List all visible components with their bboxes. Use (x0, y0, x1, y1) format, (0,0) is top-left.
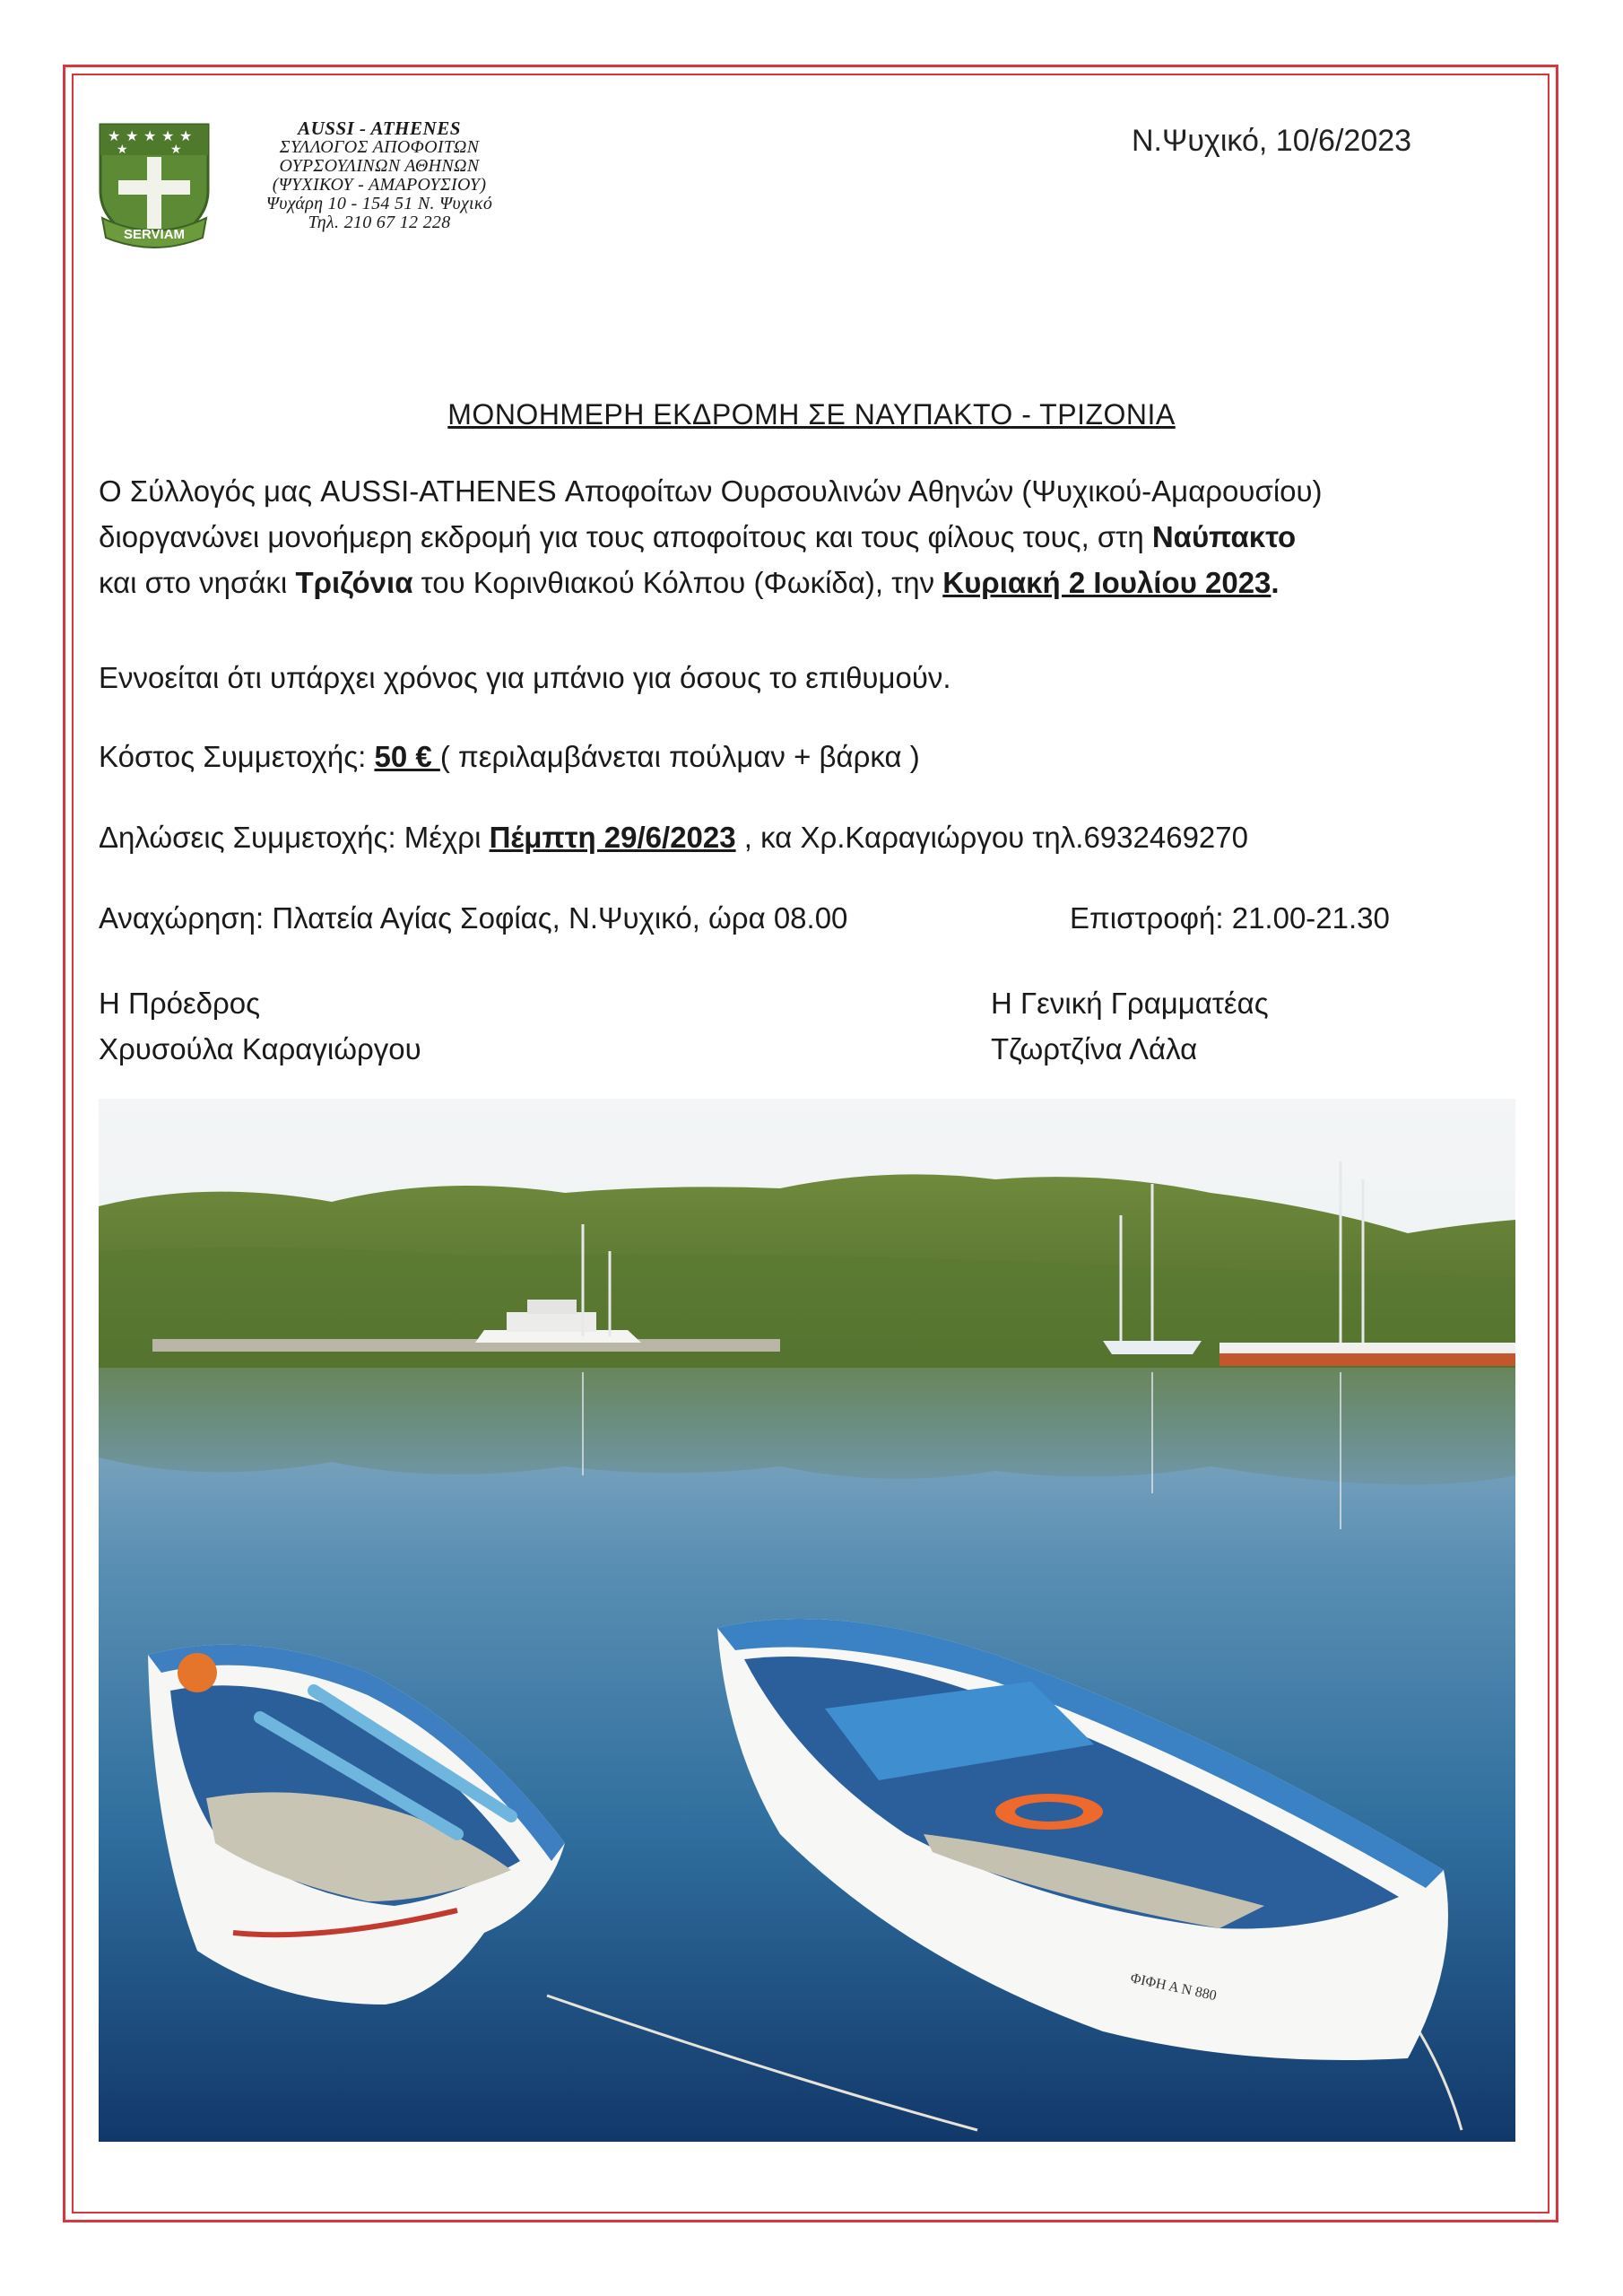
svg-text:★: ★ (161, 127, 175, 144)
secretary-role: Η Γενική Γραμματέας (991, 987, 1269, 1020)
page-title: ΜΟΝΟΗΜΕΡΗ ΕΚΔΡΟΜΗ ΣΕ ΝΑΥΠΑΚΤΟ - ΤΡΙΖΟΝΙΑ (447, 398, 1176, 430)
swim-note: Εννοείται ότι υπάρχει χρόνος για μπάνιο για όσους το επιθυμούν. (99, 661, 951, 694)
cost-label: Κόστος Συμμετοχής: (99, 740, 375, 773)
intro-line-3 (99, 560, 1533, 605)
cost-note: ( περιλαμβάνεται πούλμαν + βάρκα ) (439, 740, 920, 773)
registration-contact: , κα Χρ.Καραγιώργου τηλ.6932469270 (735, 821, 1248, 854)
registration-label: Δηλώσεις Συμμετοχής: Μέχρι (99, 821, 490, 854)
president-name: Χρυσούλα Καραγιώργου (99, 1032, 421, 1065)
departure-line (99, 901, 847, 935)
harbour-boats-photo (99, 1099, 1515, 2142)
intro-line-3-text: και στο νησάκι (99, 566, 296, 599)
svg-text:★: ★ (179, 127, 193, 144)
org-line-3: (ΨΥΧΙΚΟΥ - ΑΜΑΡΟΥΣΙΟΥ) (272, 175, 487, 195)
intro-period: . (1271, 566, 1280, 599)
boat-registration: ΦΙΦΗ Α Ν 880 (1129, 1970, 1219, 2005)
signature-president (99, 980, 421, 1072)
destination-nafpaktos: Ναύπακτο (1151, 520, 1297, 553)
intro-line-2-text: διοργανώνει μονοήμερη εκδρομή για τους αποφοίτους και τους φίλους τους, στη (99, 520, 1152, 553)
org-address-block (231, 119, 527, 232)
org-name: AUSSI - ATHENES (298, 117, 461, 139)
trip-date: Κυριακή 2 Ιουλίου 2023 (942, 566, 1271, 599)
intro-line-2 (99, 514, 1533, 560)
org-line-2: ΟΥΡΣΟΥΛΙΝΩΝ ΑΘΗΝΩΝ (279, 156, 480, 176)
org-phone: Τηλ. 210 67 12 228 (308, 213, 451, 232)
logo-motto: SERVIAM (123, 227, 186, 242)
return-text: Επιστροφή: 21.00-21.30 (1070, 901, 1390, 935)
svg-text:★: ★ (170, 143, 182, 157)
document-date: Ν.Ψυχικό, 10/6/2023 (1132, 124, 1412, 158)
signature-secretary (991, 980, 1269, 1072)
president-role: Η Πρόεδρος (99, 987, 261, 1020)
svg-text:★: ★ (143, 127, 157, 144)
cost-line (99, 740, 920, 774)
intro-line-3-mid: του Κορινθιακού Κόλπου (Φωκίδα), την (412, 566, 943, 599)
departure-text: Αναχώρηση: Πλατεία Αγίας Σοφίας, Ν.Ψυχικό, ώρα 08.00 (99, 901, 848, 935)
org-address: Ψυχάρη 10 - 154 51 Ν. Ψυχικό (265, 194, 493, 213)
org-line-1: ΣΥΛΛΟΓΟΣ ΑΠΟΦΟΙΤΩΝ (279, 137, 480, 157)
svg-text:★: ★ (126, 127, 139, 144)
svg-text:★: ★ (117, 143, 128, 157)
svg-text:★: ★ (108, 127, 121, 144)
cost-value: 50 € (374, 740, 440, 773)
registration-deadline: Πέμπτη 29/6/2023 (489, 821, 736, 854)
secretary-name: Τζωρτζίνα Λάλα (991, 1032, 1198, 1065)
intro-paragraph (99, 468, 1533, 605)
destination-trizonia: Τριζόνια (295, 566, 413, 599)
org-logo (97, 121, 212, 256)
registration-line (99, 821, 1248, 855)
intro-line-1: Ο Σύλλογός μας AUSSI-ATHENES Αποφοίτων Ουρσουλινών Αθηνών (Ψυχικού-Αμαρουσίου) (99, 474, 1323, 508)
